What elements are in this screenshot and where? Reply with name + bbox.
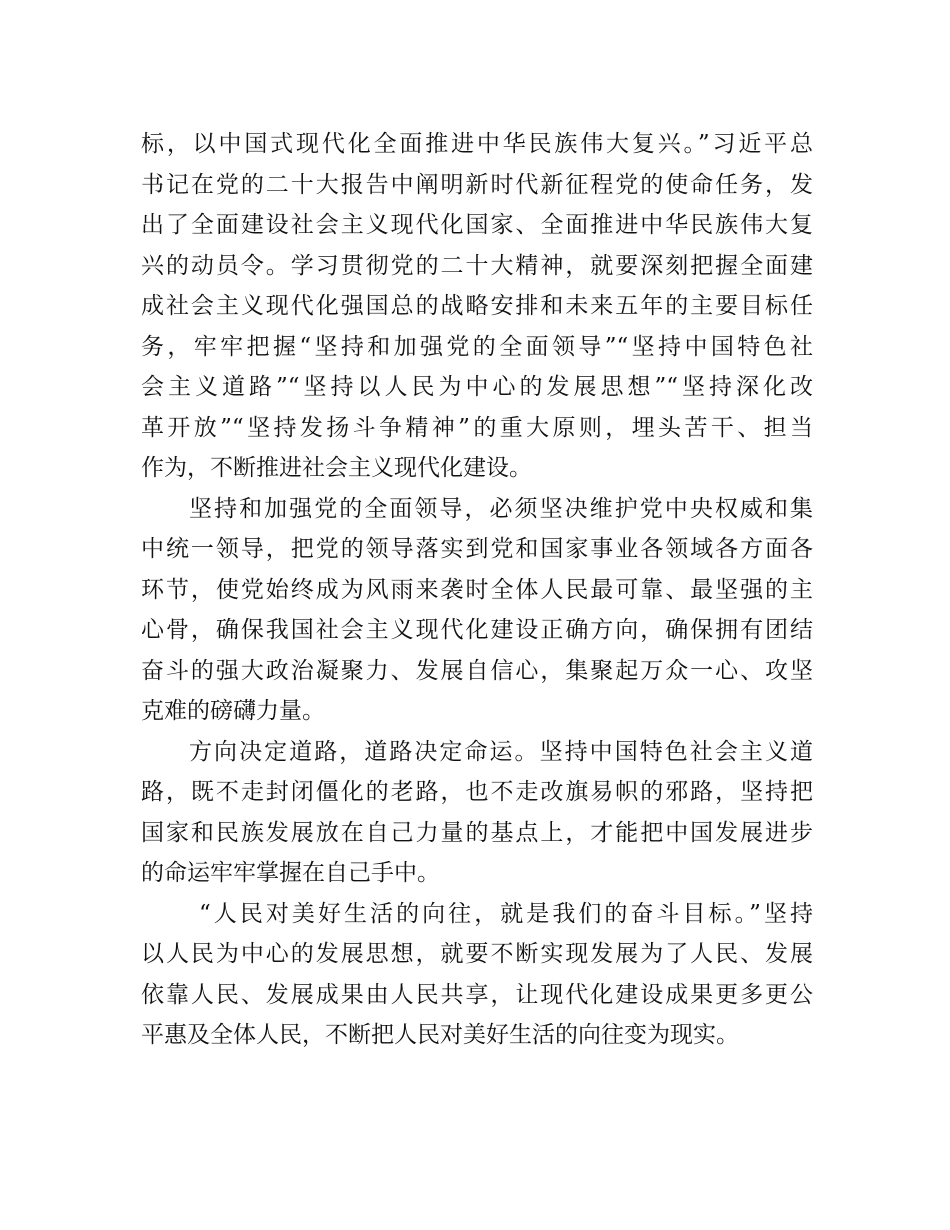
- text-line: 中统一领导，把党的领导落实到党和国家事业各领域各方面各: [141, 536, 813, 562]
- text-line: 平惠及全体人民，不断把人民对美好生活的向往变为现实。: [141, 1022, 739, 1048]
- text-line: 方向决定道路，道路决定命运。坚持中国特色社会主义道: [189, 738, 813, 765]
- paragraph-3: [141, 732, 813, 894]
- text-line: 克难的磅礴力量。: [141, 698, 325, 724]
- text-line: 成社会主义现代化强国总的战略安排和未来五年的主要目标任: [141, 293, 813, 319]
- document-body: [141, 124, 813, 1056]
- text-line: 标，以中国式现代化全面推进中华民族伟大复兴。”习近平总: [141, 131, 813, 157]
- paragraph-1: [141, 124, 813, 489]
- text-line: 出了全面建设社会主义现代化国家、全面推进中华民族伟大复: [141, 212, 813, 238]
- text-line: 坚持和加强党的全面领导，必须坚决维护党中央权威和集: [189, 495, 813, 522]
- text-line: 革开放”“坚持发扬斗争精神”的重大原则，埋头苦干、担当: [141, 414, 813, 441]
- text-line: 兴的动员令。学习贯彻党的二十大精神，就要深刻把握全面建: [141, 252, 813, 279]
- text-line: 书记在党的二十大报告中阐明新时代新征程党的使命任务，发: [141, 171, 813, 198]
- text-line: 会主义道路”“坚持以人民为中心的发展思想”“坚持深化改: [141, 374, 813, 400]
- text-line: 务，牢牢把握“坚持和加强党的全面领导”“坚持中国特色社: [141, 333, 813, 360]
- text-line: 心骨，确保我国社会主义现代化建设正确方向，确保拥有团结: [141, 617, 813, 643]
- text-line: 依靠人民、发展成果由人民共享，让现代化建设成果更多更公: [141, 981, 813, 1008]
- text-line: 国家和民族发展放在自己力量的基点上，才能把中国发展进步: [141, 819, 813, 846]
- text-line: 奋斗的强大政治凝聚力、发展自信心，集聚起万众一心、攻坚: [141, 657, 813, 684]
- text-line: 作为，不断推进社会主义现代化建设。: [141, 455, 532, 481]
- paragraph-2: [141, 489, 813, 732]
- text-line: 的命运牢牢掌握在自己手中。: [141, 860, 440, 886]
- text-line: 环节，使党始终成为风雨来袭时全体人民最可靠、最坚强的主: [141, 576, 813, 603]
- text-line: “人民对美好生活的向往，就是我们的奋斗目标。”坚持: [199, 900, 813, 927]
- paragraph-4: [141, 894, 813, 1056]
- text-line: 以人民为中心的发展思想，就要不断实现发展为了人民、发展: [141, 941, 813, 967]
- text-line: 路，既不走封闭僵化的老路，也不走改旗易帜的邪路，坚持把: [141, 779, 813, 805]
